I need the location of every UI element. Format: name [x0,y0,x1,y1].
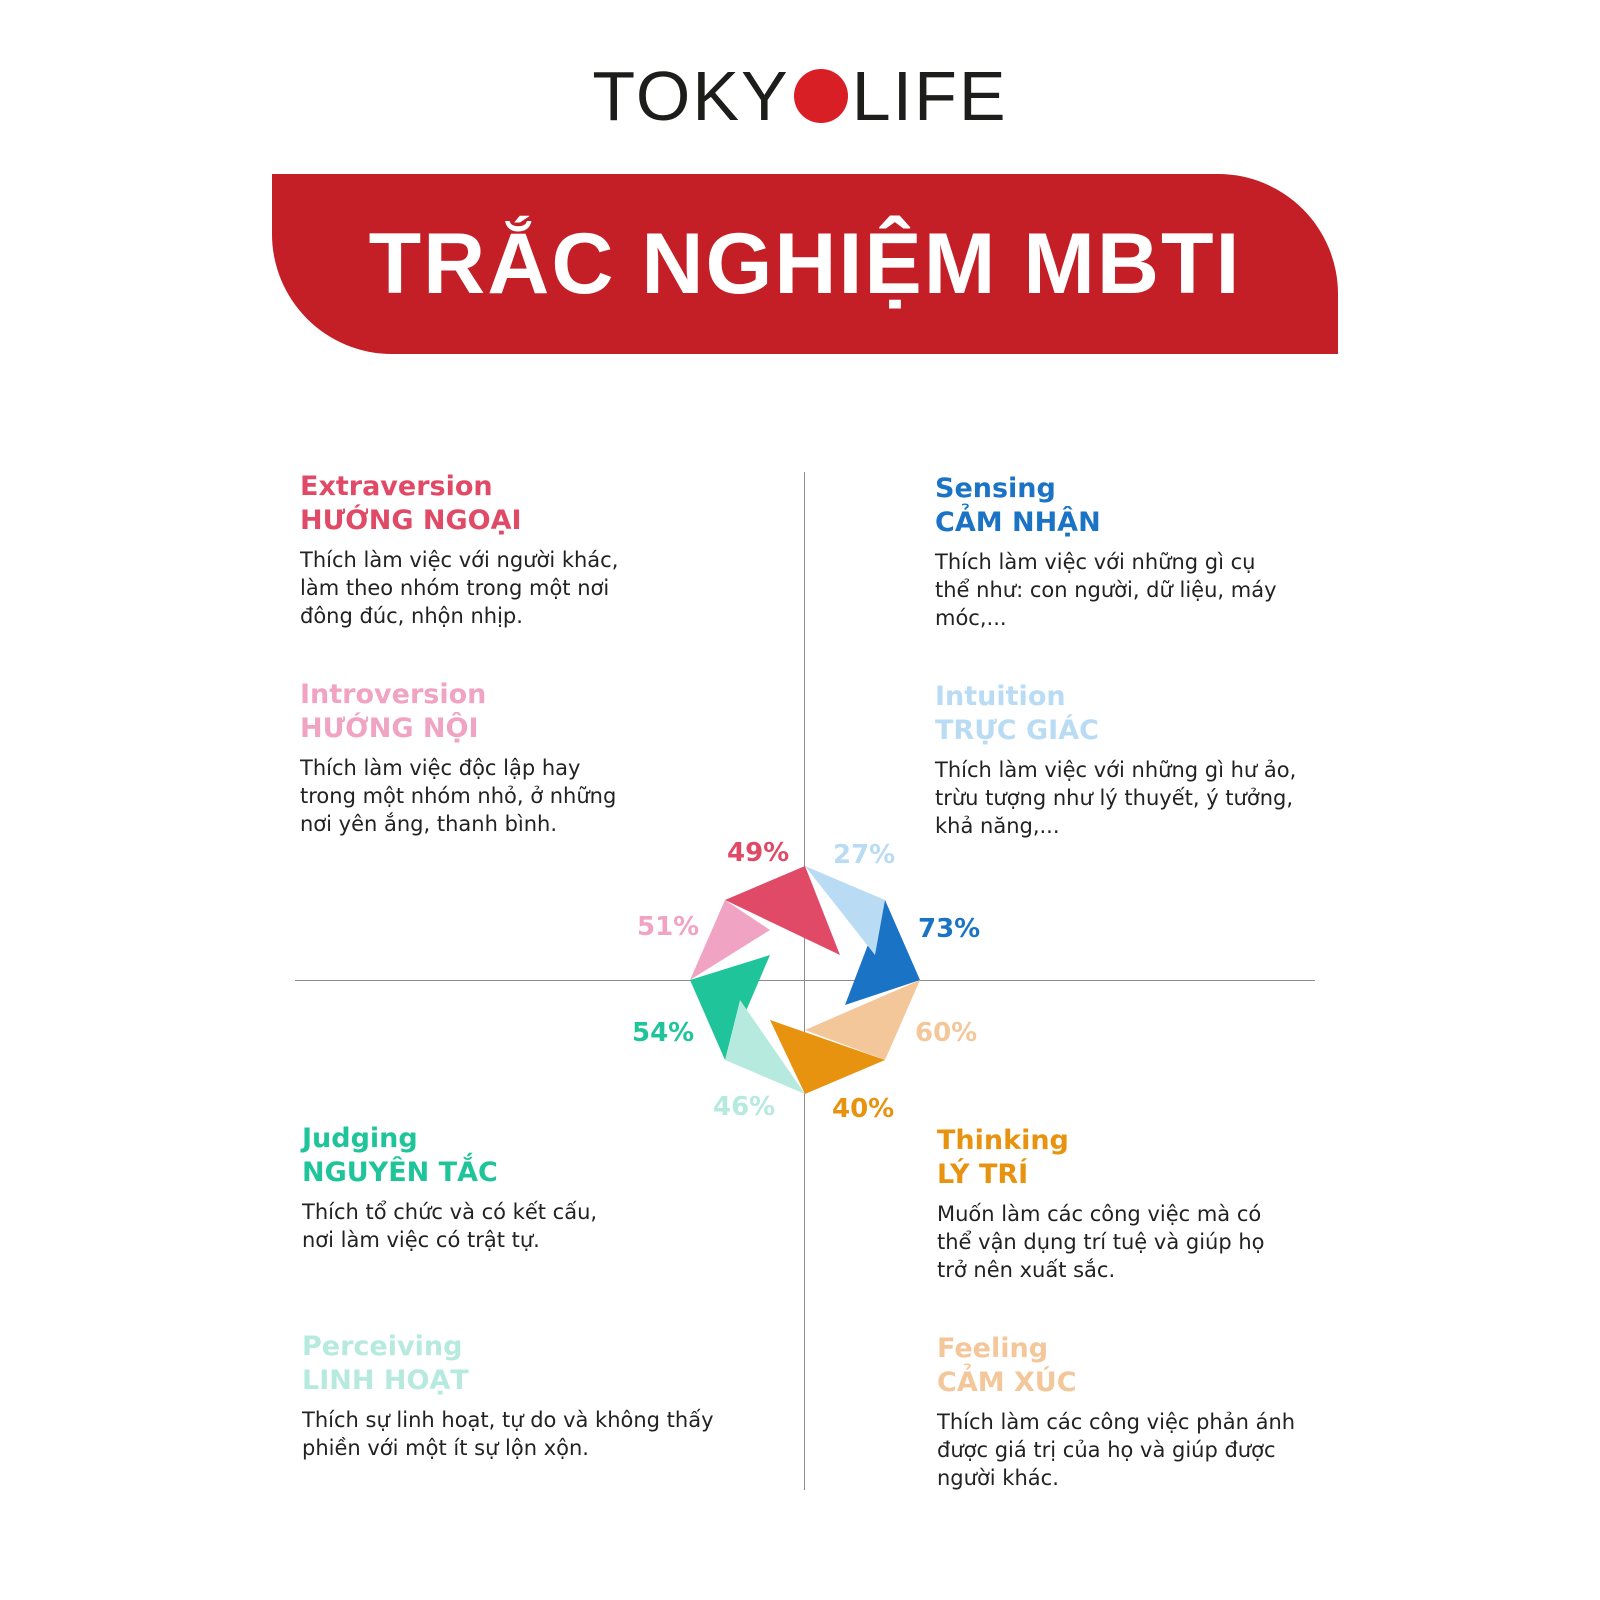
percent-extraversion: 49% [727,838,790,868]
trait-vi-label: HƯỚNG NỘI [300,713,479,744]
trait-vi-label: CẢM NHẬN [935,507,1101,538]
page-title: TRẮC NGHIỆM MBTI [368,215,1242,312]
trait-en-label: Thinking [937,1125,1069,1156]
percent-introversion: 51% [637,912,700,942]
trait-vi-label: NGUYÊN TẮC [302,1157,498,1188]
trait-vi-label: LINH HOẠT [302,1365,469,1396]
trait-description: Thích tổ chức và có kết cấu, nơi làm việc có trật tự. [302,1200,598,1252]
trait-en-label: Judging [302,1123,418,1154]
trait-en-label: Extraversion [300,471,493,502]
trait-description: Thích làm các công việc phản ánh được giá trị của họ và giúp được người khác. [937,1410,1296,1490]
trait-description: Thích sự linh hoạt, tự do và không thấy phiền với một ít sự lộn xộn. [302,1408,714,1460]
trait-vi-label: LÝ TRÍ [937,1159,1029,1190]
trait-description: Muốn làm các công việc mà có thể vận dụng trí tuệ và giúp họ trở nên xuất sắc. [937,1202,1265,1282]
trait-en-label: Perceiving [302,1331,463,1362]
trait-description: Thích làm việc với những gì cụ thể như: con người, dữ liệu, máy móc,... [935,550,1277,630]
percent-sensing: 73% [918,914,981,944]
percent-intuition: 27% [833,840,896,870]
logo-text-toky: TOKY [592,57,790,135]
percent-perceiving: 46% [713,1092,776,1122]
trait-en-label: Intuition [935,681,1066,712]
logo-text-life: LIFE [851,57,1008,135]
percent-thinking: 40% [832,1094,895,1124]
trait-description: Thích làm việc độc lập hay trong một nhóm nhỏ, ở những nơi yên ắng, thanh bình. [300,756,617,836]
trait-en-label: Feeling [937,1333,1049,1364]
trait-en-label: Introversion [300,679,487,710]
trait-vi-label: CẢM XÚC [937,1367,1077,1398]
percent-feeling: 60% [915,1018,978,1048]
trait-description: Thích làm việc với người khác, làm theo nhóm trong một nơi đông đúc, nhộn nhịp. [300,548,619,628]
trait-description: Thích làm việc với những gì hư ảo, trừu tượng như lý thuyết, ý tưởng, khả năng,... [935,758,1297,838]
trait-vi-label: TRỰC GIÁC [935,715,1099,746]
trait-vi-label: HƯỚNG NGOẠI [300,505,522,536]
trait-en-label: Sensing [935,473,1056,504]
percent-judging: 54% [632,1018,695,1048]
